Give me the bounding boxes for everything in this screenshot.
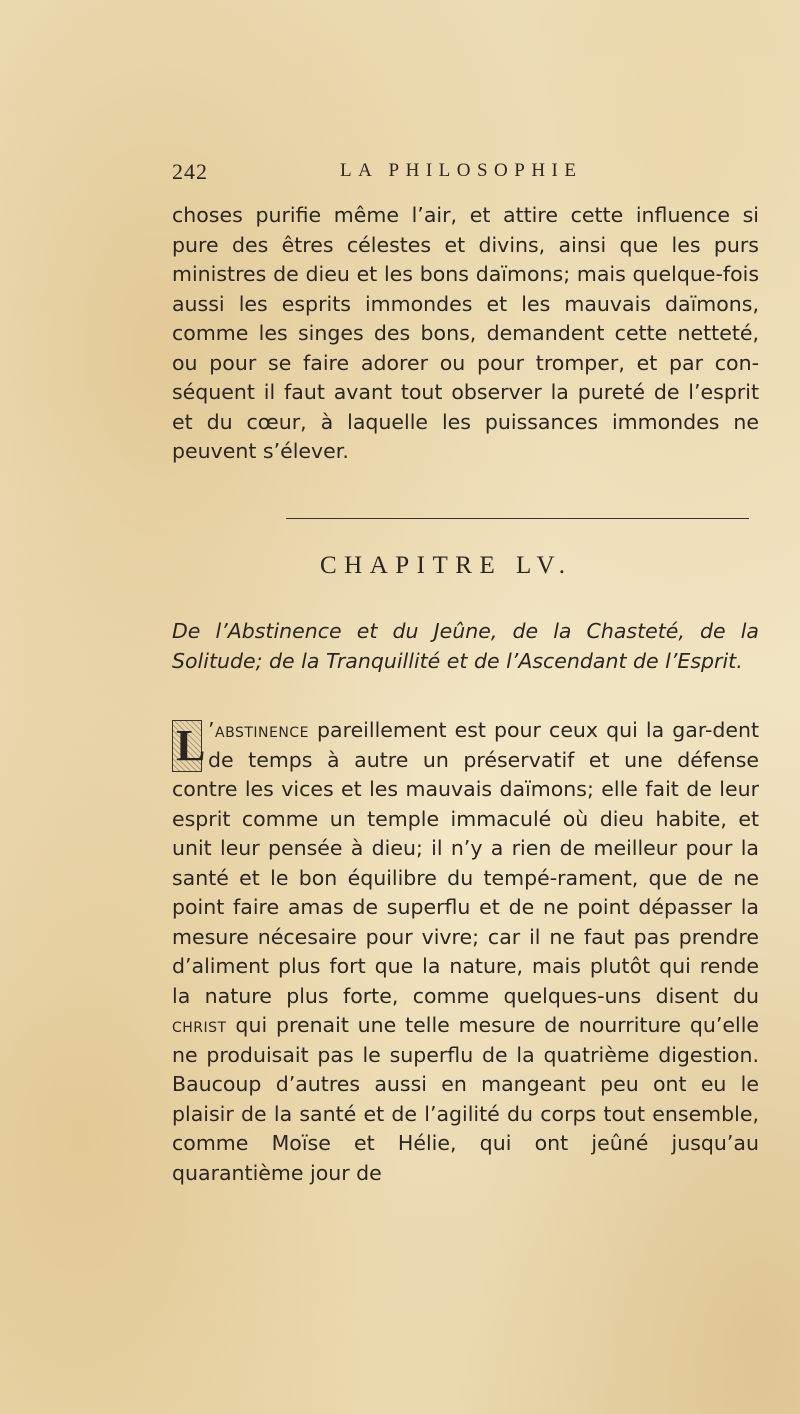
paragraph-text-end: qui prenait une telle mesure de nourriture qu’elle ne produisait pas le superflu de la quatrième digestion. Baucoup d’autres aussi en mangeant peu ont eu le plaisir de la santé et de l’agilité du corps tout ensemble, comme Moïse et Hélie, qui ont jeûné jusqu’au quarantième jour de xyxy=(172,1013,759,1185)
chapter-subtitle: De l’Abstinence et du Jeûne, de la Chasteté, de la Solitude; de la Tranquillité et de l’Ascendant de l’Esprit. xyxy=(172,619,759,673)
dropcap-letter: L xyxy=(176,721,206,770)
running-head: LA PHILOSOPHIE xyxy=(340,160,583,181)
chapter-title: CHAPITRE LV. xyxy=(320,552,573,579)
christ-word: christ xyxy=(172,1013,227,1037)
section-divider xyxy=(286,518,749,519)
paragraph-continuation: choses purifie même l’air, et attire cette influence si pure des êtres célestes et divins, ainsi que les purs ministres de dieu et les bons daïmons; mais quelque-fois aussi les esprits immondes et les mauvais daïmons, comme les singes des bons, demandent cette netteté, ou pour se faire adorer ou pour tromper, et par con-séquent il faut avant tout observer la pureté de l’esprit et du cœur, à laquelle les puissances immondes ne peuvent s’élever. xyxy=(172,203,759,463)
chapter-paragraph xyxy=(172,716,759,1188)
lead-word: ’abstinence xyxy=(208,718,309,742)
paragraph-text: pareillement est pour ceux qui la gar-dent de temps à autre un préservatif et une défense contre les vices et les mauvais daïmons; elle fait de leur esprit comme un temple immaculé où dieu habite, et unit leur pensée à dieu; il n’y a rien de meilleur pour la santé et le bon équilibre du tempé-rament, que de ne point faire amas de superflu et de ne point dépasser la mesure nécesaire pour vivre; car il ne faut pas prendre d’aliment plus fort que la nature, mais plutôt qui rende la nature plus forte, comme quelques-uns disent du xyxy=(172,718,759,1008)
page-number: 242 xyxy=(172,159,208,184)
page-header xyxy=(172,159,632,189)
dropcap-initial xyxy=(172,720,206,772)
